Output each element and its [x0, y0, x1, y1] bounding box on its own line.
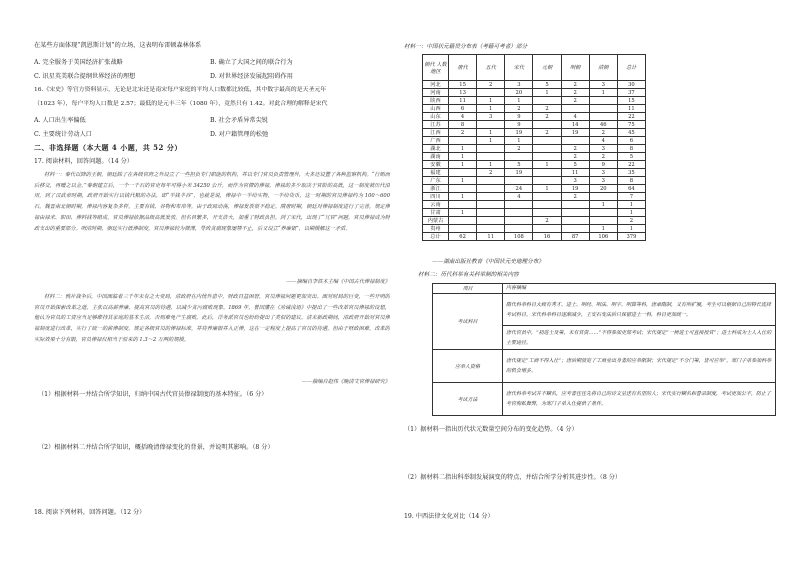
table-cell: 7: [617, 193, 645, 201]
table-cell: 2: [561, 97, 589, 105]
table-cell: [477, 177, 505, 185]
table-cell: 22: [617, 113, 645, 121]
table-header-cell: 宋代: [505, 55, 533, 81]
table-cell: [533, 137, 561, 145]
q16-option-a: A. 人口出生率偏低: [34, 117, 86, 124]
table-cell: [449, 185, 477, 193]
table-cell-region: 山东: [423, 113, 449, 121]
table-row: [423, 161, 646, 169]
table-cell: [561, 209, 589, 217]
table-cell: 1: [589, 89, 617, 97]
table-cell: 1: [533, 185, 561, 193]
table-cell: 1: [477, 105, 505, 113]
table-cell: 46: [589, 121, 617, 129]
table-cell: 1: [617, 225, 645, 233]
table-cell: 19: [561, 129, 589, 137]
table-cell: 2: [589, 153, 617, 161]
table-cell: [561, 105, 589, 113]
table-cell: 4: [449, 113, 477, 121]
table-cell: 379: [617, 233, 645, 241]
table-cell-region: 江苏: [423, 121, 449, 129]
table-cell: 14: [561, 121, 589, 129]
table-cell: [533, 201, 561, 209]
table-cell: [533, 225, 561, 233]
table-cell: 20: [589, 185, 617, 193]
table-cell: [505, 225, 533, 233]
table-cell: 106: [589, 233, 617, 241]
q18-subquestion-2: （2）据材料二指出科举制发展演变的特点，并结合所学分析其进步性。（8 分）: [404, 474, 622, 481]
table-cell: 3: [477, 113, 505, 121]
table-cell: [561, 225, 589, 233]
table-cell-region: 安徽: [423, 161, 449, 169]
table-cell: 4: [505, 193, 533, 201]
table-cell: 3: [589, 169, 617, 177]
table-cell: 24: [505, 185, 533, 193]
table-cell: 1: [505, 97, 533, 105]
table-cell: 87: [561, 233, 589, 241]
table-row: [423, 137, 646, 145]
table-cell: 62: [449, 233, 477, 241]
table-cell-region: 江西: [423, 129, 449, 137]
table-cell: 45: [617, 129, 645, 137]
q17-source-2: ——摘编自赵伟《晚清文官俸禄研究》: [301, 379, 390, 385]
table-row: [423, 105, 646, 113]
table-cell: 2: [561, 145, 589, 153]
table-cell: 5: [617, 153, 645, 161]
table-cell: 1: [533, 89, 561, 97]
table-cell: 19: [561, 185, 589, 193]
table-row: [423, 209, 646, 217]
table-cell: [477, 121, 505, 129]
table-cell: [449, 217, 477, 225]
table-cell: 3: [589, 81, 617, 89]
table-cell: 3: [589, 177, 617, 185]
table-cell: [477, 185, 505, 193]
q16-option-b: B. 社会矛盾异常尖锐: [210, 117, 268, 124]
table-cell: 1: [477, 137, 505, 145]
table-cell: 5: [505, 161, 533, 169]
table-cell: 1: [589, 201, 617, 209]
table-cell: [477, 193, 505, 201]
table-row: [423, 129, 646, 137]
table-cell: 20: [505, 89, 533, 97]
table-cell: [477, 201, 505, 209]
table-row: [433, 350, 776, 383]
table-cell: 1: [533, 161, 561, 169]
table-cell: 1: [477, 129, 505, 137]
table-header-cell: 唐代: [449, 55, 477, 81]
table-cell: 15: [449, 81, 477, 89]
table-cell: 1: [449, 145, 477, 153]
table-cell-region: 湖南: [423, 153, 449, 161]
q16-option-c: C. 主要统计劳动人口: [34, 131, 92, 138]
table-cell: 2: [477, 81, 505, 89]
q16-stem-line1: 16.《宋史》等官方资料显示，无论是北宋还是南宋每户家庭的平均人口数都比较低，其中数字最高的是天圣元年: [34, 87, 327, 93]
table-cell: 8: [449, 121, 477, 129]
table-cell-region: 河南: [423, 89, 449, 97]
table-cell: 35: [617, 169, 645, 177]
table-cell: 3: [505, 81, 533, 89]
table-cell: 4: [589, 137, 617, 145]
table-row: [433, 294, 776, 326]
table-cell: [561, 217, 589, 225]
table-cell: 2: [533, 113, 561, 121]
state-graduates-table: [422, 54, 646, 241]
table-row: [423, 169, 646, 177]
table-cell: [477, 217, 505, 225]
table-cell-region: 河北: [423, 81, 449, 89]
table-cell-region: 山西: [423, 105, 449, 113]
table1-source-note: ——湖南出版社教育《中国状元史地理分布》: [432, 259, 544, 265]
table-cell: 8: [617, 177, 645, 185]
table-cell: 1: [477, 97, 505, 105]
table-cell: 2: [505, 145, 533, 153]
table2-title: 材料二：历代科举有关科举制的相关内容: [418, 272, 519, 278]
table-cell: [477, 209, 505, 217]
table-cell: 9: [505, 113, 533, 121]
table-cell: 19: [505, 169, 533, 177]
table-cell: 1: [617, 209, 645, 217]
exam-system-table: [432, 283, 776, 416]
table-cell: [505, 209, 533, 217]
table-cell: 2: [561, 153, 589, 161]
table-cell: 2: [533, 217, 561, 225]
table-cell: [589, 217, 617, 225]
table-cell-region: 总计: [423, 233, 449, 241]
table-cell: [589, 105, 617, 113]
table-row: [423, 217, 646, 225]
table-cell: [449, 169, 477, 177]
table-cell: 2: [505, 105, 533, 113]
table-cell: 9: [589, 161, 617, 169]
table-cell: [477, 145, 505, 153]
table-cell: 1: [449, 161, 477, 169]
table-cell: 75: [617, 121, 645, 129]
table-cell: [449, 225, 477, 233]
table-cell: 2: [617, 217, 645, 225]
table-row: [423, 153, 646, 161]
q16-option-d: D. 对户籍管理的松弛: [210, 131, 269, 138]
table-cell: [589, 193, 617, 201]
table-row: [423, 113, 646, 121]
q17-material-2: 材料二：鸦片战争后，中国面临着三千年未有之大变局，清政府在内忧外患中，财政日益困窘，官员俸禄问题更加突出。面对时局的巨变，一些开明的官员开始探索改革之道，主张以高薪养廉，提高官员的待遇，以减少贪污腐败现象。1869 年，曾国藩在《劝诫浅语》中提出了一些改革官员俸禄的设想，他认为官员的工资应当足够维持其家庭的基本生活，否则难免产生腐败。此后，洋务派官员也纷纷提出了类似的建议。清末新政期间，清政府开始对官员俸禄制度进行改革，实行了统一的薪俸制度，规定各级官员的俸禄标准，并将养廉银并入正俸，这在一定程度上提高了官员的待遇，但由于财政困难，改革的实际效果十分有限，官员俸禄仅相当于原来的 1.3～2 万两的规模。: [34, 294, 390, 343]
table-cell: [477, 153, 505, 161]
table-cell-value: 唐代科举考试并不糊名，应考者往往先将自己的诗文呈送有名望的人；宋代实行糊名和誊录制度，考试更加公平，防止了考官徇私舞弊，为寒门子弟入仕提供了条件。: [503, 383, 776, 416]
table-cell-region: 广东: [423, 177, 449, 185]
table-row: [423, 185, 646, 193]
table-header-cell: 内容摘编: [503, 284, 776, 294]
table-cell: 6: [617, 137, 645, 145]
table-cell-key: 考试方法: [433, 383, 503, 416]
q15-option-a: A. 完全服务于美国经济扩张战略: [34, 59, 123, 66]
right-column: [404, 0, 776, 562]
table-cell: [533, 169, 561, 177]
table-cell: 1: [617, 201, 645, 209]
q15-option-c: C. 讯星英美联合提纲世界经济的理想: [34, 73, 136, 80]
section-heading: 二、非选择题（本大题 4 小题，共 52 分）: [34, 143, 182, 152]
table-cell: [561, 137, 589, 145]
table-cell: [561, 201, 589, 209]
table-cell: [505, 201, 533, 209]
table1-title: 材料一：中国状元籍贯分布表（考籍可考者）部分: [404, 44, 528, 50]
table-cell-region: 陕西: [423, 97, 449, 105]
q18-subquestion-1: （1）据材料一指出历代状元数量空间分布的变化趋势。（4 分）: [404, 426, 578, 433]
table-cell-key: 考试科目: [433, 294, 503, 350]
table-cell: 5: [561, 161, 589, 169]
table-cell: 22: [617, 161, 645, 169]
table-corner-cell: 朝代 人数 地区: [423, 55, 449, 81]
table-cell: 11: [561, 169, 589, 177]
table-row: [423, 225, 646, 233]
table-cell-region: 广西: [423, 137, 449, 145]
table-cell: [505, 177, 533, 185]
table-cell: [533, 145, 561, 153]
table-cell: [533, 153, 561, 161]
q17-material-1: 材料一：秦代以降的王朝，朝廷除了在各级官府之外设立了一些担负专门职能的机构，并以专门官员负责管理外，大多还设置了各种监察机构。“行贿而后移交，再赠之以金。”秦朝建立后，一个一千石的官吏每年可得小米 34250 公斤，而作为官僚的俸禄，俸禄的多少取决于官阶的高低，这一制度被历代沿用。到了汉武帝时期，政府开始实行以钱代粮的办法，即“半钱半谷”，也就是说，俸禄中一半给实物，一半给货币，这一时期的官员俸禄约为 100～600 石。魏晋南北朝时期，俸禄内容复杂多样，主要有钱、谷物和布帛等，由于政局动荡，俸禄发放很不稳定。隋唐时期，朝廷对俸禄制度进行了完善，规定俸禄由禄米、职田、俸料钱等组成，官员俸禄依据品级高低发放，但名目繁多，开支浩大，加重了财政负担。到了宋代，出现了“冗官”问题，官员俸禄成为财政支出的重要部分。明清时期，朝廷实行低俸制度，官员俸禄较为微薄，导致贪腐现象屡禁不止，后又设立“养廉银”，以期缓解这一矛盾。: [34, 172, 390, 232]
table-cell-region: 云南: [423, 201, 449, 209]
table-cell: 3: [589, 145, 617, 153]
table-cell: 2: [561, 89, 589, 97]
table-cell-key: 应举人资格: [433, 350, 503, 383]
table-cell: 2: [533, 105, 561, 113]
table-cell: [533, 97, 561, 105]
q17-title: 17. 阅读材料，回答问题。（14 分）: [34, 158, 133, 165]
table-cell-value: 唐代官员中，“初进士及第，未有官资……”不得参加吏部考试；宋代规定“一榜进士可直接授官”；进士科成为士人入仕的主要途径。: [503, 326, 776, 350]
table-cell: 2: [477, 169, 505, 177]
table-cell-region: 贵州: [423, 225, 449, 233]
table-cell: [505, 217, 533, 225]
table-cell: [533, 121, 561, 129]
table-cell-value: 唐代规定“工商不得入仕”；唐后期放宽了工商业出身者的应举限制；宋代规定“不分门第，皆可应举”，寒门子弟参加科举的机会增多。: [503, 350, 776, 383]
q17-subquestion-1: （1）根据材料一并结合所学知识，归纳中国古代官员俸禄制度的基本特征。（6 分）: [38, 391, 268, 398]
table-cell-region: 福建: [423, 169, 449, 177]
table-cell: 11: [617, 105, 645, 113]
table-header-cell: 项目: [433, 284, 503, 294]
table-cell: 8: [617, 145, 645, 153]
table-cell-region: 浙江: [423, 185, 449, 193]
q18-title: 18. 阅读下列材料，回答问题。（12 分）: [34, 509, 146, 516]
q17-source-1: ——摘编自李铁木主编《中国古代俸禄制度》: [286, 279, 390, 285]
table-cell: [533, 177, 561, 185]
table-row: [423, 89, 646, 97]
q15-option-d: D. 对世界经济发展起阻碍作用: [210, 73, 293, 80]
table-cell: [449, 137, 477, 145]
table-cell: [477, 225, 505, 233]
table-cell: 1: [449, 153, 477, 161]
table-row: [423, 121, 646, 129]
table-header-row: [423, 55, 646, 81]
table-cell: 1: [449, 177, 477, 185]
table-row: [423, 233, 646, 241]
table-cell: 15: [617, 97, 645, 105]
table-cell: 37: [617, 89, 645, 97]
table-cell: 1: [589, 225, 617, 233]
table-cell-region: 内蒙古: [423, 217, 449, 225]
table-cell: [589, 209, 617, 217]
table-cell: 16: [533, 233, 561, 241]
table-cell: 3: [561, 177, 589, 185]
table-cell-region: 湖北: [423, 145, 449, 153]
q16-stem-line2: （1023 年），每户平均人口数是 2.57；最低的是元丰三年（1080 年），竟然只有 1.42。对此合理的解释是宋代: [34, 101, 328, 107]
table-cell-region: 甘肃: [423, 209, 449, 217]
table-row: [433, 383, 776, 416]
table-cell: 1: [449, 209, 477, 217]
table-cell: [589, 97, 617, 105]
table-cell: 1: [477, 161, 505, 169]
q17-subquestion-2: （2）根据材料二并结合所学知识，概括晚清俸禄变化的背景，并说明其影响。（8 分）: [38, 444, 274, 451]
table-cell: [533, 193, 561, 201]
table-cell: 64: [617, 185, 645, 193]
table-cell: 11: [449, 97, 477, 105]
table-row: [423, 193, 646, 201]
table-cell: [449, 201, 477, 209]
table-cell: 11: [477, 233, 505, 241]
table-cell: [589, 113, 617, 121]
table-cell: 1: [505, 137, 533, 145]
table-header-row: [433, 284, 776, 294]
table-row: [423, 177, 646, 185]
table-cell: 9: [505, 121, 533, 129]
table-cell: 13: [449, 89, 477, 97]
table-cell: 6: [449, 105, 477, 113]
table-cell: 2: [533, 129, 561, 137]
q15-stem: 在某些方面体现“凯恩斯计划”的立场，这表明布雷顿森林体系: [34, 42, 202, 49]
table-cell: 1: [449, 193, 477, 201]
table-row: [423, 145, 646, 153]
table-row: [423, 81, 646, 89]
q19-title: 19. 中西法律文化对比（14 分）: [404, 513, 494, 520]
table-cell: 108: [505, 233, 533, 241]
table-row: [423, 201, 646, 209]
table-header-cell: 元朝: [533, 55, 561, 81]
table-cell: 19: [505, 129, 533, 137]
table-cell: 2: [561, 193, 589, 201]
table-header-cell: 清朝: [589, 55, 617, 81]
left-column: [34, 0, 390, 562]
table-cell: 2: [449, 129, 477, 137]
table-header-cell: 五代: [477, 55, 505, 81]
table-row: [423, 97, 646, 105]
table-cell: 5: [533, 81, 561, 89]
table-header-cell: 明朝: [561, 55, 589, 81]
table-cell-value: 隋代科举科目大致有秀才、进士、明经、明法、明字、明算等科，唐承隋制，又有所扩展，考生可以根据自己的特长选择考试科目。宋代科举科目逐渐减少，王安石变法后只保留进士一科，科目更加统一。: [503, 294, 776, 326]
q15-option-b: B. 确立了大国之间的联合行为: [210, 59, 293, 66]
table-cell: 2: [589, 129, 617, 137]
table-cell-region: 四川: [423, 193, 449, 201]
table-cell: 30: [617, 81, 645, 89]
table-cell: [505, 153, 533, 161]
table-cell: [477, 89, 505, 97]
table-cell: 2: [561, 81, 589, 89]
table-cell: 4: [561, 113, 589, 121]
table-header-cell: 总计: [617, 55, 645, 81]
table-cell: [533, 209, 561, 217]
